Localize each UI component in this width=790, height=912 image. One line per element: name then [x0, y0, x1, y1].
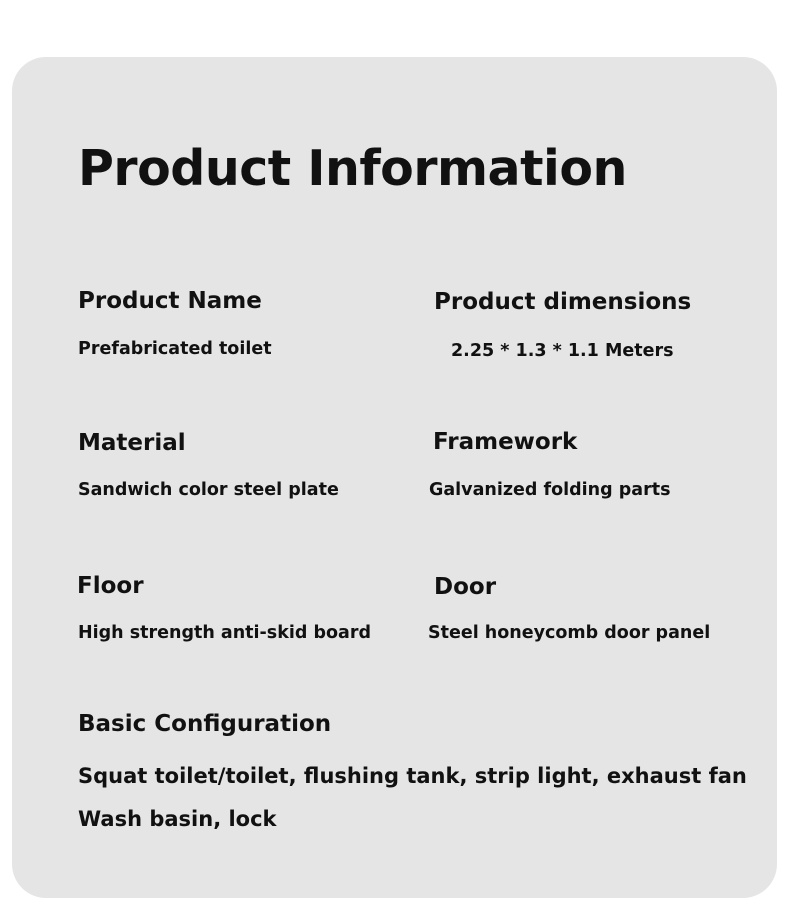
basic-configuration-line: Wash basin, lock [78, 807, 277, 831]
product-dimensions-label: Product dimensions [434, 289, 692, 315]
basic-configuration-line: Squat toilet/toilet, flushing tank, strip light, exhaust fan [78, 764, 747, 788]
material-label: Material [78, 430, 186, 456]
framework-value: Galvanized folding parts [429, 480, 671, 500]
page-title: Product Information [78, 140, 627, 197]
product-name-label: Product Name [78, 288, 262, 314]
product-dimensions-value: 2.25 * 1.3 * 1.1 Meters [451, 341, 674, 361]
product-name-value: Prefabricated toilet [78, 339, 272, 359]
material-value: Sandwich color steel plate [78, 480, 339, 500]
door-label: Door [434, 574, 497, 600]
basic-configuration-label: Basic Configuration [78, 711, 332, 737]
floor-value: High strength anti-skid board [78, 623, 371, 643]
floor-label: Floor [77, 573, 144, 599]
door-value: Steel honeycomb door panel [428, 623, 711, 643]
framework-label: Framework [433, 429, 578, 455]
